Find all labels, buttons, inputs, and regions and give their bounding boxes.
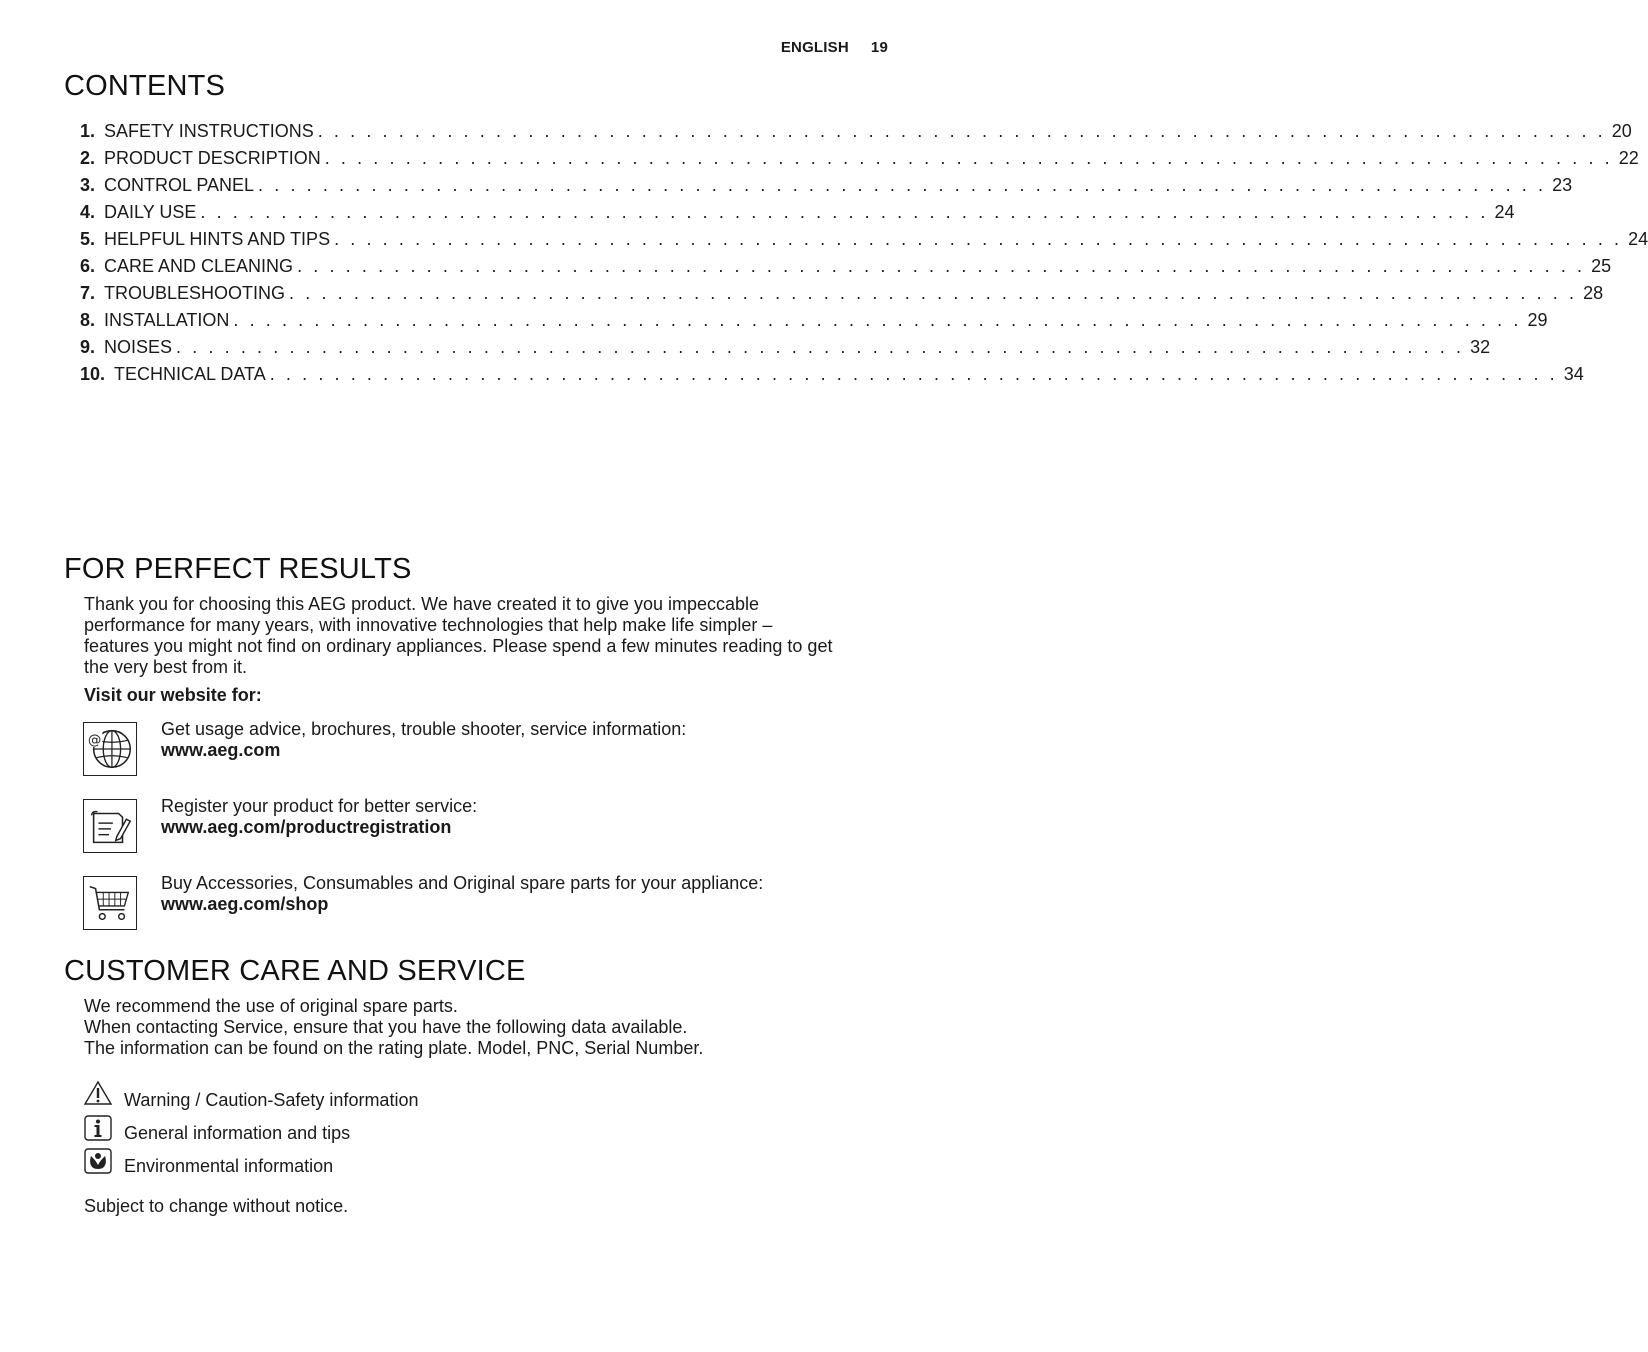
- contents-heading: CONTENTS: [64, 70, 226, 102]
- toc-title: CONTROL PANEL: [104, 175, 255, 195]
- visit-website-label: Visit our website for:: [84, 685, 262, 705]
- toc-leader-dots: . . . . . . . . . . . . . . . . . . . . . . . . . . . . . . . . . . . . . . . . . . . . . . . . . . . . . . . . . . . . . . . . . . . . . . . . . . . . . . . .: [176, 337, 1465, 357]
- page-number: 19: [870, 39, 888, 56]
- shop-link-block: [161, 873, 763, 915]
- toc-number: 4.: [80, 202, 96, 222]
- toc-entry[interactable]: [80, 148, 1639, 175]
- registration-link-block: [161, 796, 477, 838]
- shopping-cart-icon: [83, 876, 137, 930]
- toc-entry[interactable]: [80, 337, 1491, 364]
- toc-page-number: 34: [1563, 364, 1584, 384]
- legend-info-text: General information and tips: [124, 1123, 351, 1143]
- shop-link[interactable]: www.aeg.com/shop: [161, 894, 329, 914]
- toc-number: 8.: [80, 310, 96, 330]
- toc-leader-dots: . . . . . . . . . . . . . . . . . . . . . . . . . . . . . . . . . . . . . . . . . . . . . . . . . . . . . . . . . . . . . . . . . . . . . . . . . . . . . . . .: [200, 202, 1489, 222]
- toc-entry[interactable]: [80, 283, 1604, 310]
- toc-number: 7.: [80, 283, 96, 303]
- toc-page-number: 28: [1583, 283, 1604, 303]
- toc-page-number: 24: [1628, 229, 1648, 249]
- page-header: [781, 39, 888, 56]
- legend-environment-text: Environmental information: [124, 1156, 334, 1176]
- website-link[interactable]: www.aeg.com: [161, 740, 281, 760]
- environment-leaf-icon: [84, 1148, 112, 1174]
- warning-triangle-icon: [84, 1080, 112, 1106]
- toc-title: HELPFUL HINTS AND TIPS: [104, 229, 331, 249]
- svg-text:@: @: [87, 732, 102, 749]
- toc-leader-dots: . . . . . . . . . . . . . . . . . . . . . . . . . . . . . . . . . . . . . . . . . . . . . . . . . . . . . . . . . . . . . . . . . . . . . . . . . . . . . . . .: [317, 121, 1606, 141]
- intro-line: performance for many years, with innovative technologies that help make life simpler –: [84, 615, 773, 635]
- toc-page-number: 23: [1552, 175, 1573, 195]
- customer-care-paragraph: [84, 996, 703, 1059]
- toc-entry[interactable]: [80, 202, 1515, 229]
- toc-number: 3.: [80, 175, 96, 195]
- toc-entry[interactable]: [80, 175, 1573, 202]
- toc-page-number: 20: [1611, 121, 1632, 141]
- toc-entry[interactable]: [80, 121, 1632, 148]
- toc-number: 1.: [80, 121, 96, 141]
- toc-entry[interactable]: [80, 229, 1648, 256]
- perfect-results-heading: FOR PERFECT RESULTS: [64, 553, 412, 585]
- toc-entry[interactable]: [80, 256, 1612, 283]
- footer-note: Subject to change without notice.: [84, 1196, 349, 1216]
- toc-leader-dots: . . . . . . . . . . . . . . . . . . . . . . . . . . . . . . . . . . . . . . . . . . . . . . . . . . . . . . . . . . . . . . . . . . . . . . . . . . . . . . . .: [269, 364, 1558, 384]
- toc-number: 10.: [80, 364, 106, 384]
- customer-care-heading: CUSTOMER CARE AND SERVICE: [64, 955, 526, 987]
- registration-link[interactable]: www.aeg.com/productregistration: [161, 817, 452, 837]
- care-line: The information can be found on the rating plate. Model, PNC, Serial Number.: [84, 1038, 704, 1058]
- toc-page-number: 22: [1618, 148, 1639, 168]
- info-icon: [84, 1115, 112, 1141]
- care-line: When contacting Service, ensure that you have the following data available.: [84, 1017, 688, 1037]
- toc-leader-dots: . . . . . . . . . . . . . . . . . . . . . . . . . . . . . . . . . . . . . . . . . . . . . . . . . . . . . . . . . . . . . . . . . . . . . . . . . . . . . . . .: [324, 148, 1613, 168]
- toc-page-number: 32: [1470, 337, 1491, 357]
- toc-number: 5.: [80, 229, 96, 249]
- intro-paragraph: [84, 594, 832, 678]
- toc-title: INSTALLATION: [104, 310, 230, 330]
- toc-entry[interactable]: [80, 364, 1584, 391]
- intro-line: features you might not find on ordinary appliances. Please spend a few minutes reading to get: [84, 636, 833, 656]
- toc-leader-dots: . . . . . . . . . . . . . . . . . . . . . . . . . . . . . . . . . . . . . . . . . . . . . . . . . . . . . . . . . . . . . . . . . . . . . . . . . . . . . . . .: [297, 256, 1586, 276]
- website-link-block: [161, 719, 686, 761]
- registration-form-icon: [83, 799, 137, 853]
- intro-line: Thank you for choosing this AEG product. We have created it to give you impeccable: [84, 594, 760, 614]
- table-of-contents: [80, 121, 1648, 391]
- toc-number: 9.: [80, 337, 96, 357]
- language-label: ENGLISH: [780, 39, 849, 56]
- toc-title: TROUBLESHOOTING: [104, 283, 286, 303]
- toc-page-number: 29: [1527, 310, 1548, 330]
- toc-leader-dots: . . . . . . . . . . . . . . . . . . . . . . . . . . . . . . . . . . . . . . . . . . . . . . . . . . . . . . . . . . . . . . . . . . . . . . . . . . . . . . . .: [289, 283, 1578, 303]
- link-description: Buy Accessories, Consumables and Original spare parts for your appliance:: [161, 873, 764, 893]
- link-description: Get usage advice, brochures, trouble shooter, service information:: [161, 719, 687, 739]
- toc-title: NOISES: [104, 337, 173, 357]
- toc-leader-dots: . . . . . . . . . . . . . . . . . . . . . . . . . . . . . . . . . . . . . . . . . . . . . . . . . . . . . . . . . . . . . . . . . . . . . . . . . . . . . . . .: [233, 310, 1522, 330]
- toc-title: TECHNICAL DATA: [114, 364, 266, 384]
- toc-number: 6.: [80, 256, 96, 276]
- intro-line: the very best from it.: [84, 657, 248, 677]
- toc-title: DAILY USE: [104, 202, 197, 222]
- toc-entry[interactable]: [80, 310, 1548, 337]
- legend-warning-text: Warning / Caution-Safety information: [124, 1090, 419, 1110]
- toc-leader-dots: . . . . . . . . . . . . . . . . . . . . . . . . . . . . . . . . . . . . . . . . . . . . . . . . . . . . . . . . . . . . . . . . . . . . . . . . . . . . . . . .: [258, 175, 1547, 195]
- globe-at-icon: [83, 722, 137, 776]
- toc-title: CARE AND CLEANING: [104, 256, 294, 276]
- toc-leader-dots: . . . . . . . . . . . . . . . . . . . . . . . . . . . . . . . . . . . . . . . . . . . . . . . . . . . . . . . . . . . . . . . . . . . . . . . . . . . . . . . .: [334, 229, 1623, 249]
- toc-page-number: 24: [1494, 202, 1515, 222]
- toc-title: PRODUCT DESCRIPTION: [104, 148, 321, 168]
- toc-title: SAFETY INSTRUCTIONS: [104, 121, 314, 141]
- toc-page-number: 25: [1591, 256, 1612, 276]
- toc-number: 2.: [80, 148, 96, 168]
- link-description: Register your product for better service:: [161, 796, 478, 816]
- care-line: We recommend the use of original spare parts.: [84, 996, 458, 1016]
